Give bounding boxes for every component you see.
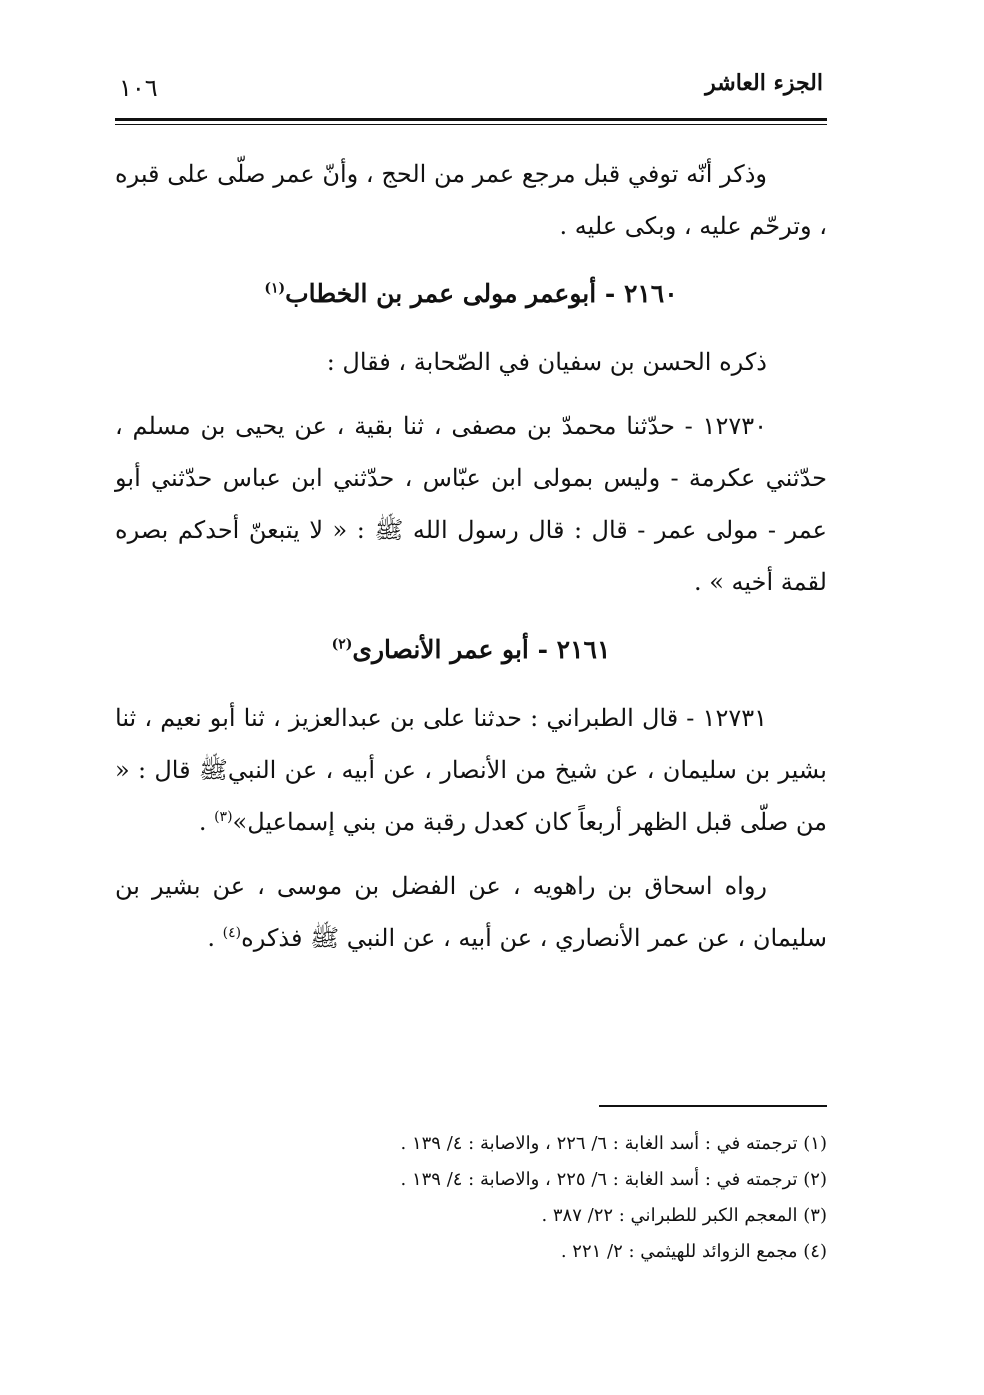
footnote-2: (٢) ترجمته في : أسد الغابة : ٦/ ٢٢٥ ، والاصابة : ٤/ ١٣٩ . [400,1169,827,1190]
entry-heading-2160 [115,264,827,324]
footnotes [115,1126,827,1270]
hadith-12730: ١٢٧٣٠ - حدّثنا محمدّ بن مصفى ، ثنا بقية ، عن يحيى بن مسلم ، حدّثني عكرمة - وليس بمولى ابن عبّاس ، حدّثني ابن عباس حدّثني أبو عمر - مولى عمر - قال : قال رسول الله ﷺ : « لا يتبعنّ أحدكم بصره لقمة أخيه » . [115,412,827,596]
footnote-ref-4: (٤) [222,925,242,941]
paragraph-5 [115,860,827,964]
paragraph-5-end: . [207,924,223,952]
paragraph-2: ذكره الحسن بن سفيان في الصّحابة ، فقال : [326,348,767,376]
hadith-12731-end: . [198,808,215,836]
header-rule-thin [115,124,827,125]
entry-heading-2161 [115,620,827,680]
footnote-1: (١) ترجمته في : أسد الغابة : ٦/ ٢٢٦ ، والاصابة : ٤/ ١٣٩ . [400,1133,827,1154]
running-header [115,60,827,106]
footnote-ref-3: (٣) [214,809,233,825]
footnote-ref-2: (٢) [331,636,353,653]
footnote-4: (٤) مجمع الزوائد للهيثمي : ٢/ ٢٢١ . [560,1241,827,1262]
paragraph-1: وذكر أنّه توفي قبل مرجع عمر من الحج ، وأنّ عمر صلّى على قبره ، وترحّم عليه ، وبكى عليه . [115,160,827,240]
book-page [115,60,827,1350]
page-number: ١٠٦ [119,74,158,102]
hadith-12731-text: ١٢٧٣١ - قال الطبراني : حدثنا على بن عبدالعزيز ، ثنا أبو نعيم ، ثنا بشير بن سليمان ، عن شيخ من الأنصار ، عن أبيه ، عن النبيﷺ قال : « من صلّى قبل الظهر أربعاً كان كعدل رقبة من بني إسماعيل» [115,704,827,836]
footnote-3: (٣) المعجم الكبر للطبراني : ٢٢/ ٣٨٧ . [541,1205,827,1226]
footnote-separator [599,1105,827,1107]
entry-heading-text: ٢١٦١ - أبو عمر الأنصارى [352,635,611,664]
footnote-ref-1: (١) [264,280,286,297]
hadith-12731 [115,692,827,848]
header-rule [115,118,827,121]
main-text [115,148,827,964]
entry-heading-text: ٢١٦٠ - أبوعمر مولى عمر بن الخطاب [285,279,678,308]
paragraph-5-text: رواه اسحاق بن راهويه ، عن الفضل بن موسى ، عن بشير بن سليمان ، عن عمر الأنصاري ، عن أبيه ، عن النبي ﷺ فذكره [115,872,827,952]
header-title: الجزء العاشر [705,70,823,96]
